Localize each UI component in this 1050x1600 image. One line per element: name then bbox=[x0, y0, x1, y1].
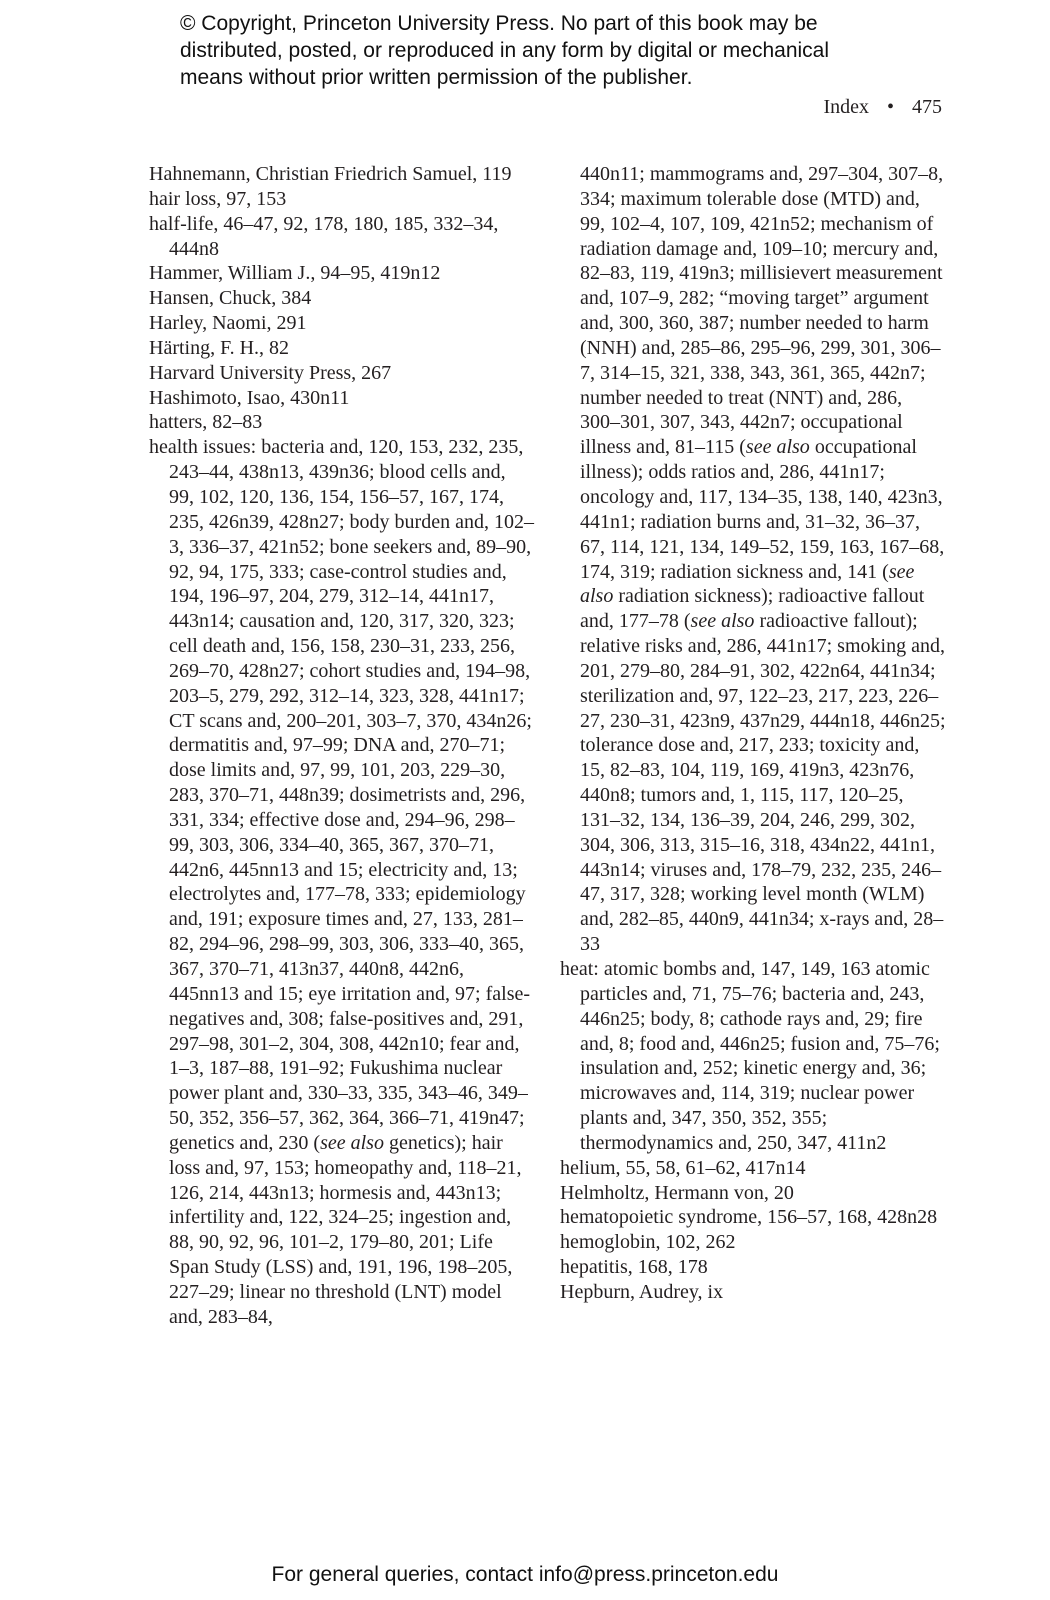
index-entry: heat: atomic bombs and, 147, 149, 163 atomic particles and, 71, 75–76; bacteria and, 243, 446n25; body, 8; cathode rays and, 29; fire and, 8; food and, 446n25; fusion and, 75–76; insulation and, 252; kinetic energy and, 36; microwaves and, 114, 319; nuclear power plants and, 347, 350, 352, 355; thermodynamics and, 250, 347, 411n2 bbox=[560, 958, 940, 1154]
index-entry: Harvard University Press, 267 bbox=[149, 361, 392, 384]
see-also-reference: see also bbox=[320, 1131, 384, 1154]
index-entry: Hashimoto, Isao, 430n11 bbox=[149, 386, 350, 409]
copyright-line: © Copyright, Princeton University Press. No part of this book may be bbox=[180, 12, 818, 35]
entry-text: radioactive fallout); relative risks and, 286, 441n17; smoking and, 201, 279–80, 284–91, 302, 422n64, 441n34; sterilization and, 97, 122–23, 217, 223, 226–27, 230–31, 423n9, 437n29, 444n18, 446n25; tolerance dose and, 217, 233; toxicity and, 15, 82–83, 104, 119, 169, 419n3, 423n76, 440n8; tumors and, 1, 115, 117, 120–25, 131–32, 134, 136–39, 204, 246, 299, 302, 304, 306, 313, 315–16, 318, 434n22, 441n1, 443n14; viruses and, 178–79, 232, 235, 246–47, 317, 328; working level month (WLM) and, 282–85, 440n9, 441n34; x-rays and, 28–33 bbox=[580, 610, 946, 956]
entry-text: health issues: bacteria and, 120, 153, 232, 235, 243–44, 438n13, 439n36; blood cells and, 99, 102, 120, 136, 154, 156–57, 167, 174, 235, 426n39, 428n27; body burden and, 102–3, 336–37, 421n52; bone seekers and, 89–90, 92, 94, 175, 333; case-control studies and, 194, 196–97, 204, 279, 312–14, 441n17, 443n14; causation and, 120, 317, 320, 323; cell death and, 156, 158, 230–31, 233, 256, 269–70, 428n27; cohort studies and, 194–98, 203–5, 279, 292, 312–14, 323, 328, 441n17; CT scans and, 200–201, 303–7, 370, 434n26; dermatitis and, 97–99; DNA and, 270–71; dose limits and, 97, 99, 101, 203, 229–30, 283, 370–71, 448n39; dosimetrists and, 296, 331, 334; effective dose and, 294–96, 298–99, 303, 306, 334–40, 365, 367, 370–71, 442n6, 445nn13 and 15; electricity and, 13; electrolytes and, 177–78, 333; epidemiology and, 191; exposure times and, 27, 133, 281–82, 294–96, 298–99, 303, 306, 333–40, 365, 367, 370–71, 413n37, 440n8, 442n6, 445nn13 and 15; eye irritation and, 97; false-negatives and, 308; false-positives and, 291, 297–98, 301–2, 304, 308, 442n10; fear and, 1–3, 187–88, 191–92; Fukushima nuclear power plant and, 330–33, 335, 343–46, 349–50, 352, 356–57, 362, 364, 366–71, 419n47; genetics and, 230 ( bbox=[149, 436, 534, 1154]
entry-text: radiation sickness); radioactive fallout and, 177–78 ( bbox=[580, 585, 925, 633]
copyright-notice bbox=[180, 10, 940, 91]
running-head bbox=[640, 95, 942, 119]
see-also-reference: see also bbox=[745, 436, 810, 459]
index-entry: half-life, 46–47, 92, 178, 180, 185, 332–34, 444n8 bbox=[149, 212, 499, 260]
copyright-line: means without prior written permission of the publisher. bbox=[180, 66, 693, 89]
entry-text: occupational illness); odds ratios and, 286, 441n17; oncology and, 117, 134–35, 138, 140, 423n3, 441n1; radiation burns and, 31–32, 36–37, 67, 114, 121, 134, 149–52, 159, 163, 167–68, 174, 319; radiation sickness and, 141 ( bbox=[580, 436, 945, 583]
index-entry: hepatitis, 168, 178 bbox=[560, 1256, 708, 1279]
bullet-separator: • bbox=[886, 96, 894, 118]
see-also-reference: see also bbox=[580, 560, 915, 608]
entry-text: loss and, 97, 153; homeopathy and, 118–21, 126, 214, 443n13; hormesis and, 443n13; infertility and, 122, 324–25; ingestion and, 88, 90, 92, 96, 101–2, 179–80, 201; Life Span Study (LSS) and, 191, 196, 198–205, 227–29; linear no threshold (LNT) model and, 283–84, bbox=[169, 1156, 522, 1328]
section-title: Index bbox=[823, 96, 869, 118]
index-left-column bbox=[149, 162, 535, 1330]
index-entry: Helmholtz, Hermann von, 20 bbox=[560, 1181, 794, 1204]
see-also-reference: see also bbox=[690, 610, 755, 633]
entry-text: 440n11; mammograms and, 297–304, 307–8, 334; maximum tolerable dose (MTD) and, 99, 102–4, 107, 109, 421n52; mechanism of radiation damage and, 109–10; mercury and, 82–83, 119, 419n3; millisievert measurement and, 107–9, 282; “moving target” argument and, 300, 360, 387; number needed to harm (NNH) and, 285–86, 295–96, 299, 301, 306–7, 314–15, 321, 338, 343, 361, 365, 442n7; number needed to treat (NNT) and, 286, 300–301, 307, 343, 442n7; occupational illness and, 81–115 ( bbox=[580, 163, 944, 459]
index-entry-continued bbox=[560, 162, 946, 957]
index-entry: hatters, 82–83 bbox=[149, 411, 263, 434]
index-right-column bbox=[560, 162, 946, 1305]
index-entry-health-issues bbox=[149, 435, 535, 1329]
index-entry: Hahnemann, Christian Friedrich Samuel, 119 bbox=[149, 163, 512, 185]
index-entry: Harley, Naomi, 291 bbox=[149, 312, 307, 335]
copyright-line: distributed, posted, or reproduced in any form by digital or mechanical bbox=[180, 39, 830, 62]
index-entry: hair loss, 97, 153 bbox=[149, 187, 287, 210]
page-number: 475 bbox=[912, 96, 942, 118]
index-entry: Hepburn, Audrey, ix bbox=[560, 1280, 724, 1303]
footer-contact: For general queries, contact info@press.princeton.edu bbox=[271, 1563, 779, 1586]
index-entry: hematopoietic syndrome, 156–57, 168, 428n28 bbox=[560, 1206, 938, 1229]
index-entry: hemoglobin, 102, 262 bbox=[560, 1231, 736, 1254]
entry-text: genetics); hair bbox=[383, 1131, 503, 1154]
index-entry: helium, 55, 58, 61–62, 417n14 bbox=[560, 1156, 806, 1179]
index-entry: Hansen, Chuck, 384 bbox=[149, 287, 312, 310]
index-entry: Hammer, William J., 94–95, 419n12 bbox=[149, 262, 441, 285]
index-entry: Härting, F. H., 82 bbox=[149, 336, 290, 359]
